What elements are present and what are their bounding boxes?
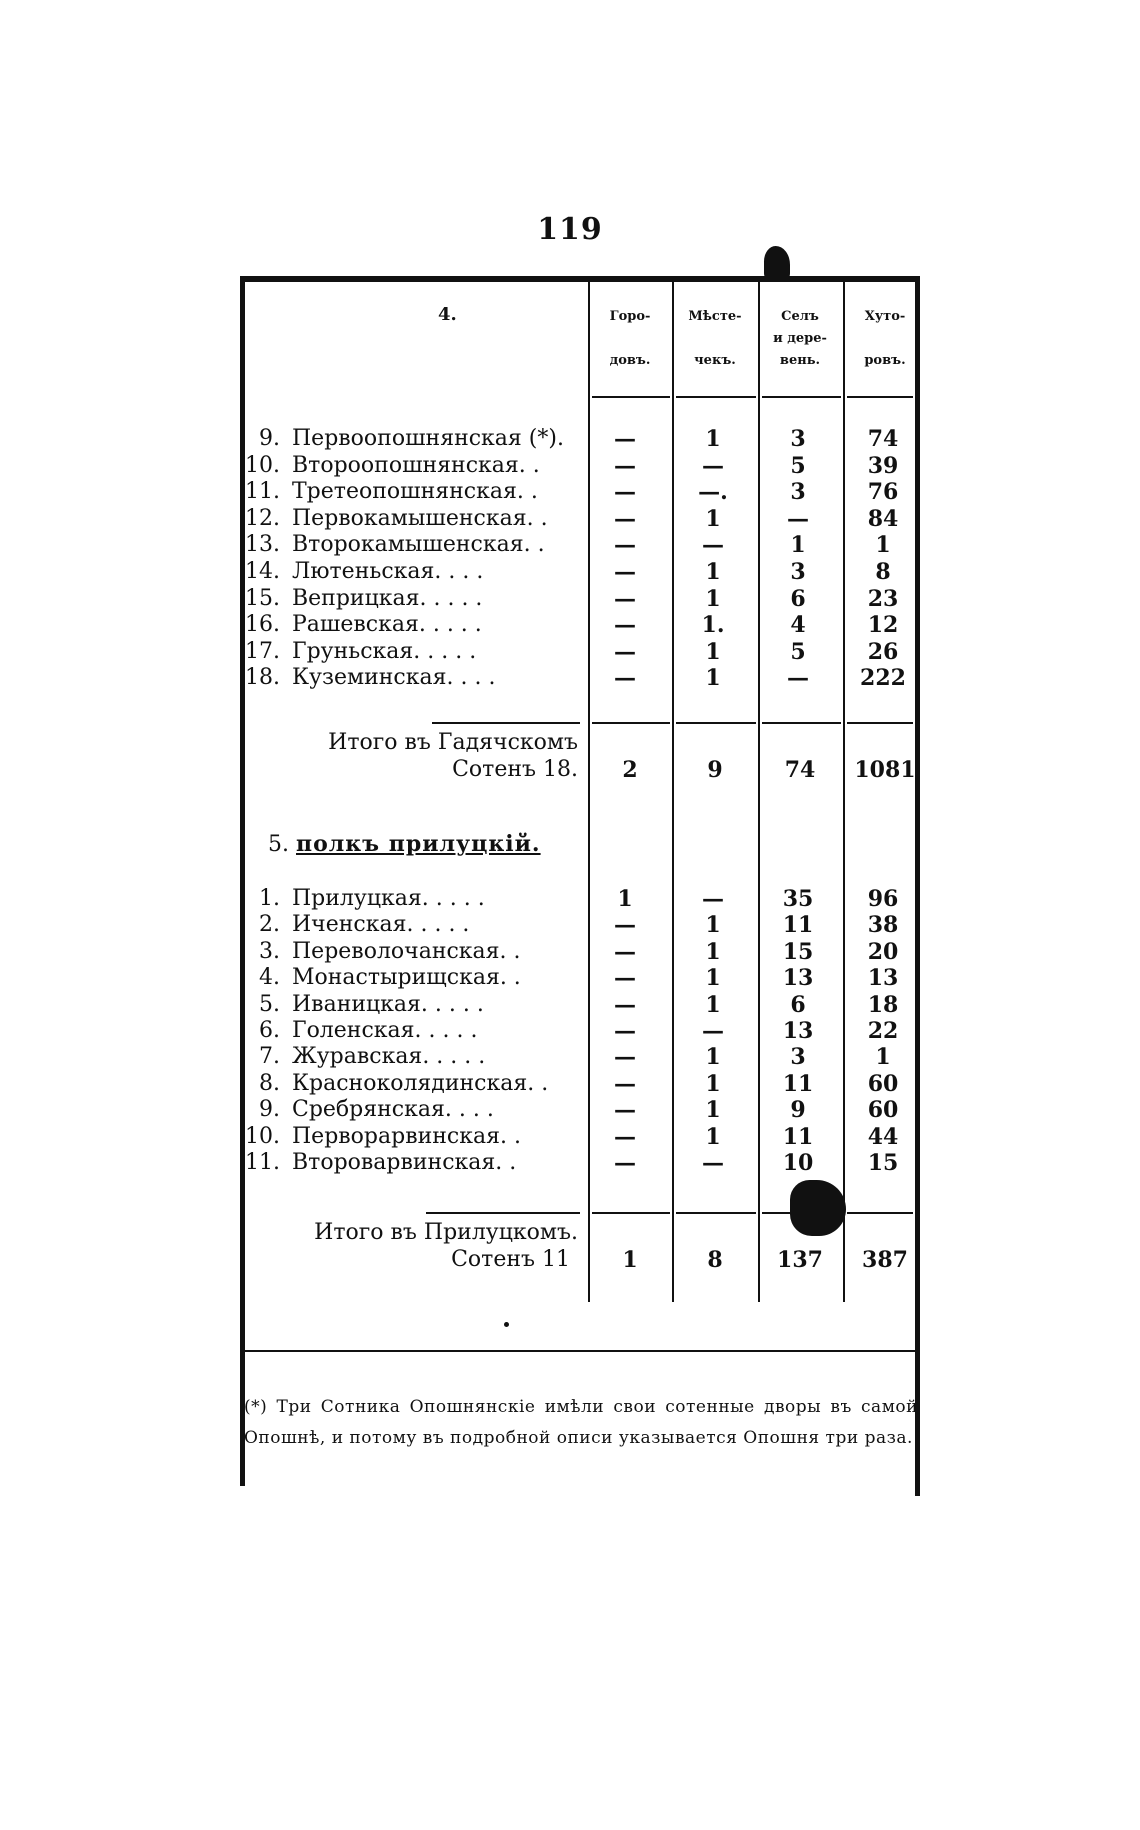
priluki-row [240,886,920,912]
towns-count: — [614,665,636,692]
villages-count: 15 [782,938,814,965]
farmsteads-count: 76 [867,479,899,506]
villages-count: 6 [790,991,806,1018]
row-number: 4. [259,965,280,991]
sotnia-name: Лютеньская. . . . [292,559,484,584]
gadyach-row [240,665,920,691]
towns-count: — [614,479,636,506]
townlets-count: 1 [705,1044,721,1071]
towns-count: — [614,505,636,532]
dot-mark [504,1322,509,1327]
townlets-count: — [702,452,724,479]
priluki-row [240,1071,920,1097]
towns-count: — [614,1123,636,1150]
farmsteads-count: 96 [867,886,899,912]
header-underline [676,396,756,398]
towns-count: — [614,991,636,1018]
ink-blot [764,246,790,280]
sotnia-name: Третеопошнянская. . [292,479,538,505]
towns-count: — [614,426,636,452]
priluki-row [240,965,920,991]
towns-count: — [614,1018,636,1044]
towns-count: — [614,585,636,612]
priluki-total-count: Сотенъ 11 [451,1247,570,1272]
villages-count: 11 [782,1070,814,1097]
townlets-count: 1 [705,426,721,452]
farmsteads-count: 13 [867,965,899,992]
sotnia-name: Рашевская. . . . . [292,612,482,638]
total-rule [676,722,756,724]
gadyach-row [240,506,920,532]
farmsteads-count: 8 [875,559,891,585]
townlets-count: —. [698,479,728,506]
townlets-count: 1 [705,938,721,965]
townlets-count: 1 [705,912,721,939]
section-mark: 4. [438,304,457,325]
total-rule [847,1212,913,1214]
towns-count: — [614,965,636,992]
sotnia-name: Монастырищская. . [292,965,521,991]
farmsteads-count: 38 [867,912,899,939]
farmsteads-count: 60 [867,1097,899,1124]
villages-count: 5 [790,638,806,665]
townlets-count: — [702,532,724,559]
sotnia-name: Прилуцкая. . . . . [292,886,485,911]
header-underline [847,396,913,398]
villages-count: 9 [790,1097,806,1124]
row-number: 7. [259,1044,280,1070]
villages-count: — [787,505,809,532]
column-header-farmsteads: Хуто- ровъ. [864,309,906,368]
gadyach-row [240,532,920,558]
sotnia-name: Груньская. . . . . [292,638,477,664]
townlets-count: — [702,1018,724,1044]
sotnia-name: Куземинская. . . . [292,665,496,691]
villages-count: 5 [790,452,806,479]
total-rule [432,722,580,724]
townlets-count: 1. [701,612,725,639]
towns-count: — [614,452,636,479]
gadyach-row [240,586,920,612]
total-rule [426,1212,580,1214]
header-underline [592,396,670,398]
ink-blot [790,1180,846,1236]
row-number: 9. [259,426,280,451]
towns-count: — [614,612,636,639]
villages-count: 13 [782,965,814,992]
priluki-total-townlets: 8 [707,1247,723,1273]
gadyach-total-villages: 74 [784,757,816,783]
townlets-count: 1 [705,585,721,612]
gadyach-row [240,479,920,505]
farmsteads-count: 1 [875,532,891,559]
farmsteads-count: 20 [867,938,899,965]
row-number: 18. [245,665,280,691]
villages-count: 1 [790,532,806,559]
total-rule [762,722,841,724]
farmsteads-count: 18 [867,991,899,1018]
farmsteads-count: 12 [867,612,899,639]
gadyach-row [240,559,920,585]
row-number: 10. [245,452,280,478]
villages-count: 3 [790,559,806,585]
farmsteads-count: 15 [867,1150,899,1176]
farmsteads-count: 26 [867,638,899,665]
priluki-total-label: Итого въ Прилуцкомъ. [314,1220,578,1245]
priluki-total-villages: 137 [777,1247,823,1273]
row-number: 13. [245,532,280,558]
townlets-count: 1 [705,559,721,585]
townlets-count: 1 [705,638,721,665]
row-number: 15. [245,585,280,611]
priluki-row [240,992,920,1018]
sotnia-name: Красноколядинская. . [292,1070,549,1096]
villages-count: 3 [790,479,806,506]
regiment-heading: 5. полкъ прилуцкій. [268,831,541,857]
towns-count: — [614,1044,636,1071]
row-number: 5. [259,991,280,1017]
row-number: 11. [245,479,280,505]
sotnia-name: Перворарвинская. . [292,1123,521,1149]
table-top-rule [240,276,920,282]
sotnia-name: Второкамышенская. . [292,532,545,558]
sotnia-name: Второварвинская. . [292,1150,517,1175]
priluki-row [240,1097,920,1123]
towns-count: — [614,559,636,585]
towns-count: — [614,638,636,665]
villages-count: — [787,665,809,692]
farmsteads-count: 84 [867,505,899,532]
villages-count: 6 [790,585,806,612]
row-number: 8. [259,1070,280,1096]
towns-count: 1 [617,886,633,912]
farmsteads-count: 222 [860,665,906,692]
row-number: 16. [245,612,280,638]
priluki-total-towns: 1 [622,1247,638,1273]
row-number: 2. [259,912,280,938]
page-number: 119 [537,212,603,247]
townlets-count: 1 [705,991,721,1018]
towns-count: — [614,1150,636,1176]
total-rule [847,722,913,724]
row-number: 9. [259,1097,280,1123]
villages-count: 11 [782,912,814,939]
gadyach-total-count: Сотенъ 18. [452,757,578,782]
townlets-count: 1 [705,665,721,692]
row-number: 11. [245,1150,280,1175]
priluki-row [240,912,920,938]
sotnia-name: Первоопошнянская (*). [292,426,564,451]
priluki-row [240,1150,920,1176]
total-rule [676,1212,756,1214]
gadyach-total-label: Итого въ Гадячскомъ [328,730,578,755]
row-number: 6. [259,1018,280,1043]
sotnia-name: Второопошнянская. . [292,452,540,478]
header-underline [762,396,841,398]
sotnia-name: Голенская. . . . . [292,1018,478,1043]
farmsteads-count: 74 [867,426,899,452]
townlets-count: 1 [705,965,721,992]
gadyach-row [240,612,920,638]
farmsteads-count: 22 [867,1018,899,1044]
column-header-towns: Горо- довъ. [609,309,651,368]
sotnia-name: Веприцкая. . . . . [292,585,483,611]
row-number: 14. [245,559,280,584]
townlets-count: 1 [705,505,721,532]
row-number: 17. [245,638,280,664]
sotnia-name: Переволочанская. . [292,938,521,964]
priluki-row [240,1018,920,1044]
townlets-count: 1 [705,1097,721,1124]
gadyach-row [240,426,920,452]
townlets-count: 1 [705,1123,721,1150]
sotnia-name: Иваницкая. . . . . [292,991,484,1017]
sotnia-name: Журавская. . . . . [292,1044,486,1070]
towns-count: — [614,1070,636,1097]
sotnia-name: Сребрянская. . . . [292,1097,494,1123]
priluki-total-farmsteads: 387 [862,1247,908,1273]
total-rule [592,722,670,724]
townlets-count: 1 [705,1070,721,1097]
towns-count: — [614,532,636,559]
row-number: 10. [245,1123,280,1149]
gadyach-total-farmsteads: 1081 [854,757,916,783]
total-rule [592,1212,670,1214]
column-header-villages: Селъ и дере- вень. [773,309,827,368]
priluki-row [240,1124,920,1150]
row-number: 12. [245,505,280,531]
gadyach-total-townlets: 9 [707,757,723,783]
priluki-row [240,939,920,965]
column-header-townlets: Мѣсте- чекъ. [688,309,742,368]
towns-count: — [614,1097,636,1124]
villages-count: 13 [782,1018,814,1044]
farmsteads-count: 39 [867,452,899,479]
farmsteads-count: 1 [875,1044,891,1071]
priluki-row [240,1044,920,1070]
villages-count: 3 [790,426,806,452]
footnote-separator [244,1350,916,1352]
villages-count: 10 [782,1150,814,1176]
villages-count: 11 [782,1123,814,1150]
townlets-count: — [702,1150,724,1176]
row-number: 1. [259,886,280,911]
villages-count: 3 [790,1044,806,1071]
villages-count: 35 [782,886,814,912]
towns-count: — [614,912,636,939]
row-number: 3. [259,938,280,964]
gadyach-row [240,453,920,479]
sotnia-name: Иченская. . . . . [292,912,470,938]
towns-count: — [614,938,636,965]
sotnia-name: Первокамышенская. . [292,505,548,531]
gadyach-total-towns: 2 [622,757,638,783]
gadyach-row [240,639,920,665]
farmsteads-count: 44 [867,1123,899,1150]
farmsteads-count: 23 [867,585,899,612]
footnote: (*) Три Сотника Опошнянскіе имѣли свои сотенные дворы въ самой Опошнѣ, и потому въ подробной описи указывается Опошня три раза. [244,1397,918,1448]
villages-count: 4 [790,612,806,639]
townlets-count: — [702,886,724,912]
farmsteads-count: 60 [867,1070,899,1097]
